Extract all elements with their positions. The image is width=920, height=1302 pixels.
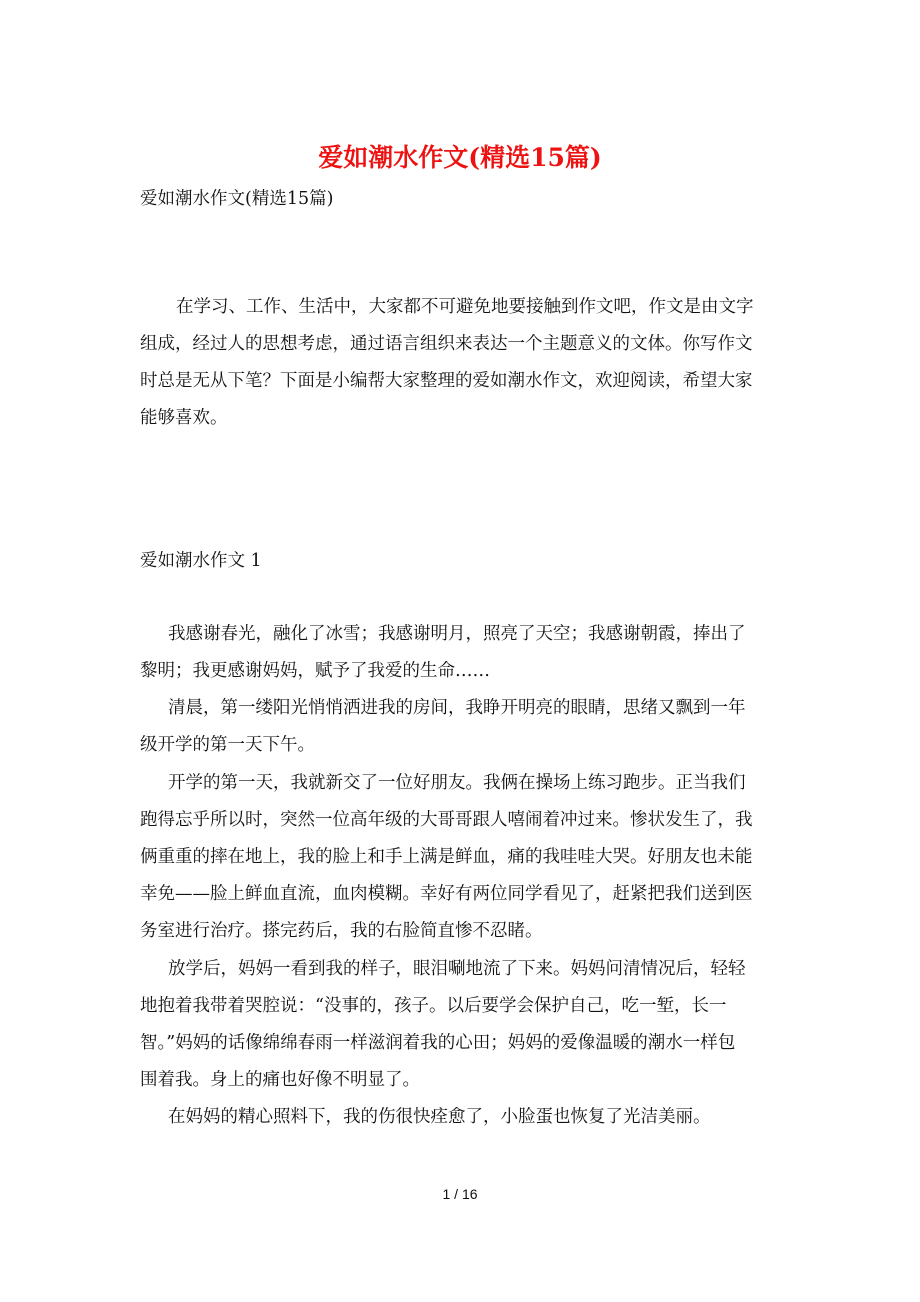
intro-line: 时总是无从下笔？下面是小编帮大家整理的爱如潮水作文，欢迎阅读，希望大家 bbox=[140, 371, 753, 391]
body-line: 智。”妈妈的话像绵绵春雨一样滋润着我的心田；妈妈的爱像温暖的潮水一样包 bbox=[140, 1033, 736, 1053]
body-line: 地抱着我带着哭腔说：“没事的，孩子。以后要学会保护自己，吃一堑，长一 bbox=[140, 996, 727, 1016]
body-line: 开学的第一天，我就新交了一位好朋友。我俩在操场上练习跑步。正当我们 bbox=[168, 773, 746, 793]
body-line: 我感谢春光，融化了冰雪；我感谢明月，照亮了天空；我感谢朝霞，捧出了 bbox=[168, 624, 746, 644]
body-line: 跑得忘乎所以时，突然一位高年级的大哥哥跟人嘻闹着冲过来。惨状发生了，我 bbox=[140, 810, 753, 830]
body-line: 俩重重的摔在地上，我的脸上和手上满是鲜血，痛的我哇哇大哭。好朋友也未能 bbox=[140, 847, 753, 867]
document-subtitle: 爱如潮水作文(精选15篇) bbox=[140, 189, 334, 209]
intro-line: 能够喜欢。 bbox=[140, 408, 228, 428]
section-heading: 爱如潮水作文 1 bbox=[140, 551, 262, 571]
intro-line: 在学习、工作、生活中，大家都不可避免地要接触到作文吧，作文是由文字 bbox=[176, 297, 754, 317]
body-line: 围着我。身上的痛也好像不明显了。 bbox=[140, 1070, 420, 1090]
document-title: 爱如潮水作文(精选15篇) bbox=[318, 143, 602, 172]
body-line: 级开学的第一天下午。 bbox=[140, 735, 315, 755]
body-line: 放学后，妈妈一看到我的样子，眼泪唰地流了下来。妈妈问清情况后，轻轻 bbox=[168, 959, 746, 979]
body-line: 黎明；我更感谢妈妈，赋予了我爱的生命…… bbox=[140, 661, 490, 681]
body-line: 在妈妈的精心照料下，我的伤很快痊愈了，小脸蛋也恢复了光洁美丽。 bbox=[168, 1107, 711, 1127]
body-line: 务室进行治疗。搽完药后，我的右脸简直惨不忍睹。 bbox=[140, 921, 543, 941]
body-line: 清晨，第一缕阳光悄悄洒进我的房间，我睁开明亮的眼睛，思绪又飘到一年 bbox=[168, 698, 746, 718]
intro-line: 组成，经过人的思想考虑，通过语言组织来表达一个主题意义的文体。你写作文 bbox=[140, 334, 753, 354]
page-indicator: 1 / 16 bbox=[442, 1186, 478, 1202]
body-line: 幸免——脸上鲜血直流，血肉模糊。幸好有两位同学看见了，赶紧把我们送到医 bbox=[140, 884, 753, 904]
